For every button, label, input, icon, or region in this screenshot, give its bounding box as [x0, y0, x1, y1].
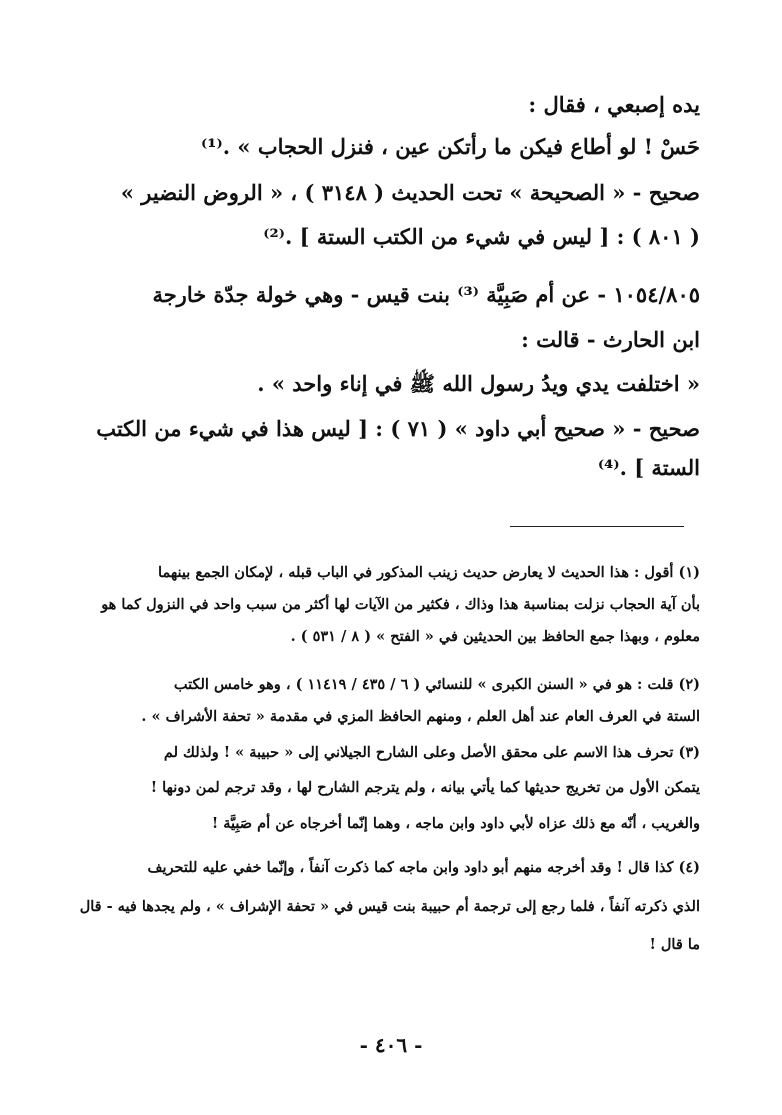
main-text-line: ( ٨٠١ ) : [ ليس في شيء من الكتب الستة ] .⁽²⁾ — [263, 224, 700, 249]
footnote-line: (٢) قلت : هو في « السنن الكبرى » للنسائي ( ٦ / ٤٣٥ / ١١٤١٩ ) ، وهو خامس الكتب — [173, 676, 700, 693]
main-text-line: ١٠٥٤/٨٠٥ - عن أم صَبِيَّة ⁽³⁾ بنت قيس - وهي خولة جدّة خارجة — [152, 282, 700, 307]
page-number: - ٤٠٦ - — [359, 1033, 423, 1057]
main-text-line: الستة ] .⁽⁴⁾ — [597, 455, 700, 480]
footnote-line: الستة في العرف العام عند أهل العلم ، ومنهم الحافظ المزي في مقدمة « تحفة الأشراف » . — [141, 708, 700, 725]
main-text-line: « اختلفت يدي ويدُ رسول الله ﷺ في إناء واحد » . — [257, 371, 700, 396]
main-text-line: صحيح - « الصحيحة » تحت الحديث ( ٣١٤٨ ) ، « الروض النضير » — [120, 180, 700, 205]
footnote-line: ما قال ! — [649, 936, 700, 953]
footnote-line: (٤) كذا قال ! وقد أخرجه منهم أبو داود وابن ماجه كما ذكرت آنفاً ، وإنّما خفي عليه للتحريف — [147, 859, 700, 876]
footnote-line: يتمكن الأول من تخريج حديثها كما يأتي بيانه ، ولم يترجم الشارح لها ، وقد ترجم لمن دونها ! — [150, 779, 700, 796]
main-text-line: صحيح - « صحيح أبي داود » ( ٧١ ) : [ ليس هذا في شيء من الكتب — [96, 416, 700, 441]
footnote-line: والغريب ، أنّه مع ذلك عزاه لأبي داود وابن ماجه ، وهما إنّما أخرجاه عن أم صَبِيَّة ! — [211, 815, 700, 832]
footnote-line: (١) أقول : هذا الحديث لا يعارض حديث زينب المذكور في الباب قبله ، لإمكان الجمع بينهما — [158, 564, 700, 581]
footnote-line: معلوم ، وبهذا جمع الحافظ بين الحديثين في « الفتح » ( ٨ / ٥٣١ ) . — [290, 628, 700, 645]
footnote-line: بأن آية الحجاب نزلت بمناسبة هذا وذاك ، فكثير من الآيات لها أكثر من سبب واحد في النزول كما هو — [101, 596, 700, 613]
main-text-line: ابن الحارث - قالت : — [521, 327, 700, 352]
footnote-line: الذي ذكرته آنفاً ، فلما رجع إلى ترجمة أم حبيبة بنت قيس في « تحفة الإشراف » ، ولم يجدها فيه - قال — [79, 898, 700, 915]
footnote-separator — [510, 526, 684, 527]
main-text-line: حَسْ ! لو أطاع فيكن ما رأتكن عين ، فنزل الحجاب » .⁽¹⁾ — [201, 134, 700, 159]
main-text-line: يده إصبعي ، فقال : — [528, 92, 700, 117]
footnote-line: (٣) تحرف هذا الاسم على محقق الأصل وعلى الشارح الجيلاني إلى « حبيبة » ! ولذلك لم — [163, 744, 700, 761]
